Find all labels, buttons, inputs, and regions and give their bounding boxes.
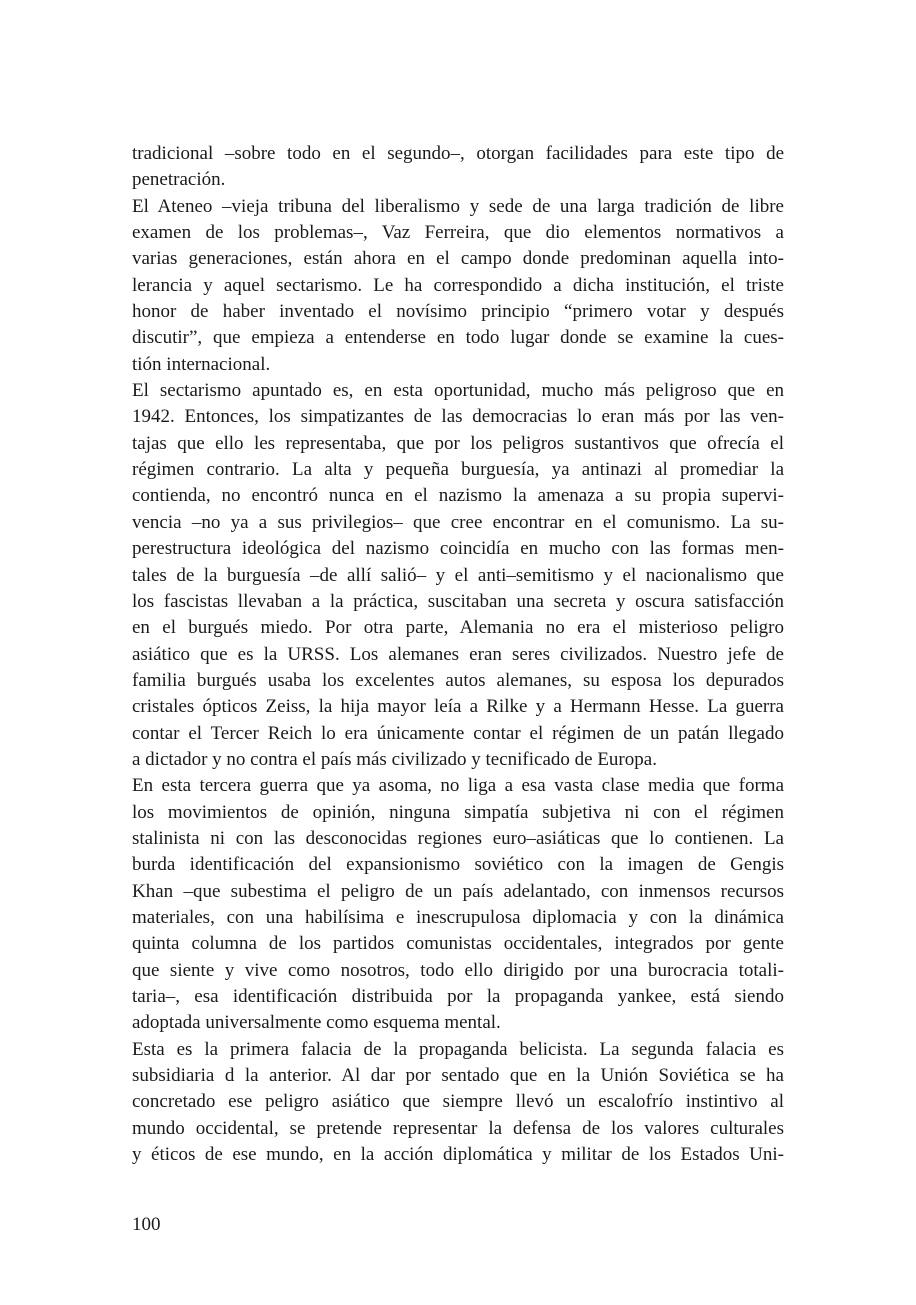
text-line: Khan –que subestima el peligro de un país adelantado, con inmensos recursos <box>132 880 784 902</box>
body-text <box>132 141 784 1168</box>
text-line: taria–, esa identificación distribuida por la propaganda yankee, está siendo <box>132 986 784 1007</box>
text-line: Esta es la primera falacia de la propaganda belicista. La segunda falacia es <box>132 1038 784 1060</box>
text-line: penetración. <box>132 169 226 191</box>
text-line: En esta tercera guerra que ya asoma, no liga a esa vasta clase media que forma <box>132 775 784 797</box>
paragraph <box>132 141 784 194</box>
text-line: concretado ese peligro asiático que siempre llevó un escalofrío instintivo al <box>132 1091 784 1113</box>
text-line: en el burgués miedo. Por otra parte, Alemania no era el misterioso peligro <box>132 617 784 639</box>
text-line: contienda, no encontró nunca en el nazismo la amenaza a su propia supervi- <box>132 485 784 507</box>
paragraph <box>132 1037 784 1169</box>
text-line: tales de la burguesía –de allí salió– y el anti–semitismo y el nacionalismo que <box>132 564 784 586</box>
text-line: régimen contrario. La alta y pequeña burguesía, ya antinazi al promediar la <box>132 459 784 481</box>
text-line: burda identificación del expansionismo soviético con la imagen de Gengis <box>132 854 784 876</box>
text-line: cristales ópticos Zeiss, la hija mayor leía a Rilke y a Hermann Hesse. La guerra <box>132 696 784 718</box>
text-line: El sectarismo apuntado es, en esta oportunidad, mucho más peligroso que en <box>132 380 784 402</box>
page-number: 100 <box>132 1214 161 1235</box>
text-line: examen de los problemas–, Vaz Ferreira, que dio elementos normativos a <box>132 222 784 244</box>
text-line: mundo occidental, se pretende representar la defensa de los valores culturales <box>132 1117 784 1139</box>
text-line: familia burgués usaba los excelentes autos alemanes, su esposa los depurados <box>132 669 784 691</box>
text-line: tión internacional. <box>132 353 271 375</box>
text-line: y éticos de ese mundo, en la acción diplomática y militar de los Estados Uni- <box>132 1144 784 1166</box>
text-line: vencia –no ya a sus privilegios– que cree encontrar en el comunismo. La su- <box>132 511 784 533</box>
paragraph <box>132 378 784 773</box>
text-line: stalinista ni con las desconocidas regiones euro–asiáticas que lo contienen. La <box>132 827 784 849</box>
text-line: discutir”, que empieza a entenderse en todo lugar donde se examine la cues- <box>132 327 784 349</box>
text-line: lerancia y aquel sectarismo. Le ha correspondido a dicha institución, el triste <box>132 274 784 296</box>
text-line: materiales, con una habilísima e inescrupulosa diplomacia y con la dinámica <box>132 906 784 928</box>
text-line: tajas que ello les representaba, que por los peligros sustantivos que ofrecía el <box>132 432 784 454</box>
text-line: adoptada universalmente como esquema mental. <box>132 1012 501 1034</box>
text-line: 1942. Entonces, los simpatizantes de las democracias lo eran más por las ven- <box>132 406 784 428</box>
text-line: El Ateneo –vieja tribuna del liberalismo y sede de una larga tradición de libre <box>132 195 784 217</box>
text-line: los movimientos de opinión, ninguna simpatía subjetiva ni con el régimen <box>132 801 784 823</box>
paragraph <box>132 194 784 378</box>
text-line: varias generaciones, están ahora en el campo donde predominan aquella into- <box>132 248 784 270</box>
text-line: a dictador y no contra el país más civilizado y tecnificado de Europa. <box>132 748 657 770</box>
text-line: tradicional –sobre todo en el segundo–, otorgan facilidades para este tipo de <box>132 143 784 164</box>
text-line: subsidiaria d la anterior. Al dar por sentado que en la Unión Soviética se ha <box>132 1065 784 1087</box>
text-line: los fascistas llevaban a la práctica, suscitaban una secreta y oscura satisfacción <box>132 590 784 612</box>
paragraph <box>132 773 784 1036</box>
text-line: quinta columna de los partidos comunistas occidentales, integrados por gente <box>132 933 784 955</box>
text-line: contar el Tercer Reich lo era únicamente contar el régimen de un patán llegado <box>132 722 784 744</box>
text-line: perestructura ideológica del nazismo coincidía en mucho con las formas men- <box>132 538 784 560</box>
text-line: honor de haber inventado el novísimo principio “primero votar y después <box>132 301 784 323</box>
text-line: que siente y vive como nosotros, todo ello dirigido por una burocracia totali- <box>132 959 784 981</box>
text-line: asiático que es la URSS. Los alemanes eran seres civilizados. Nuestro jefe de <box>132 643 784 665</box>
